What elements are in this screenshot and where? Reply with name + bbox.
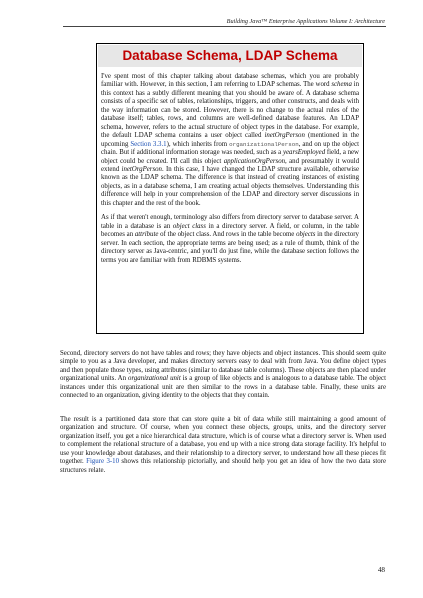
text-run: . In this case, I have changed the LDAP structure available, otherwise known as the LDAP schema. The difference is that instead of creating instances of existing objects, as in a database schema, I am creating actual objects themselves. Understanding this difference will help in your comprehension of the LDAP and directory server discussions in this chapter and the rest of the book. xyxy=(101,165,359,207)
emphasis: yearsEmployed xyxy=(282,149,326,157)
text-run: ), which inherits from xyxy=(166,140,230,148)
text-run: in a directory server. A field, or column, in the table becomes an xyxy=(101,222,360,239)
sidebar-paragraph-2 xyxy=(101,214,359,265)
text-run: in the directory server. In each section, the appropriate terms are being used; as a rule of thumb, think of the directory server as Java-centric, and you'll do just fine, while the database section follows the terms you are familiar with from RDBMS systems. xyxy=(101,231,359,264)
sidebar-title: Database Schema, LDAP Schema xyxy=(98,45,362,67)
text-run: (mentioned in the upcoming xyxy=(101,132,359,148)
text-run: Second, directory servers do not have tables and rows; they have objects and object instances. This should seem quite simple to you as a Java developer, and makes directory servers easy to deal with from Java. You define object types and then populate those types, using attributes (similar to database table columns). These objects are then placed under organizational units. An xyxy=(60,349,386,383)
emphasis: inetOrgPerson xyxy=(121,165,162,173)
emphasis: objects xyxy=(296,231,316,239)
body-paragraph-1 xyxy=(60,350,386,401)
text-run: , and on up the object chain. But if additional information storage was needed, such as a xyxy=(101,140,360,157)
emphasis: applicationOrgPerson xyxy=(223,157,286,165)
emphasis: inetOrgPerson xyxy=(264,132,305,140)
text-run: As if that weren't enough, terminology also differs from directory server to database server. A table in a database is an xyxy=(101,214,359,230)
header-rule xyxy=(63,26,386,27)
text-run: of the object class. And rows in the table become xyxy=(158,231,297,239)
running-header: Building Java™ Enterprise Applications Volume I: Architecture xyxy=(226,18,385,25)
body-paragraph-2 xyxy=(60,416,386,475)
text-run: is a group of like objects and is analogous to a database table. The object instances under this organizational unit are then similar to the rows in a database table. Finally, these units are connected to an organization, giving identity to the objects that they contain. xyxy=(60,375,386,400)
text-run: , and presumably it would extend xyxy=(101,157,360,173)
text-run: field, a new object could be created. I'll call this object xyxy=(101,149,359,165)
emphasis: organizational unit xyxy=(128,375,181,383)
section-link[interactable]: Section 3.3.1 xyxy=(130,140,167,148)
text-run: The result is a partitioned data store that can store quite a bit of data while still maintaining a good amount of organization and structure. Of course, when you connect these objects, groups, units, and the directory server organization itself, you get a nice hierarchical data structure, which is of course what a directory server is. When used to complement the relational structure of a database, you end up with a nice strong data storage facility. It's helpful to use your knowledge about databases, and their relationship to a directory server, to understand how all these pieces fit together. xyxy=(60,415,386,466)
code-term: organizationalPerson xyxy=(229,140,299,148)
text-run: in this context has a subtly different meaning that you should be aware of. A database schema consists of a specific set of tables, relationships, triggers, and other constructs, and deals with the way information can be stored. However, there is no change to the actual rules of the database itself; tables, rows, and columns are well-defined database features. An LDAP schema, however, refers to the actual structure of object types in the database. For example, the default LDAP schema contains a user object called xyxy=(101,81,359,140)
emphasis: schema xyxy=(331,81,352,89)
sidebar-box xyxy=(96,43,364,334)
text-run: shows this relationship pictorially, and should help you get an idea of how the two data store structures relate. xyxy=(60,458,387,474)
emphasis: object class xyxy=(172,222,206,230)
page-number: 48 xyxy=(377,566,385,574)
sidebar-paragraph-1 xyxy=(101,73,359,208)
emphasis: attribute xyxy=(134,231,159,239)
figure-link[interactable]: Figure 3-10 xyxy=(86,458,120,466)
text-run: I've spent most of this chapter talking about database schemas, which you are probably familiar with. However, in this section, I am referring to LDAP schemas. The word xyxy=(101,73,359,89)
